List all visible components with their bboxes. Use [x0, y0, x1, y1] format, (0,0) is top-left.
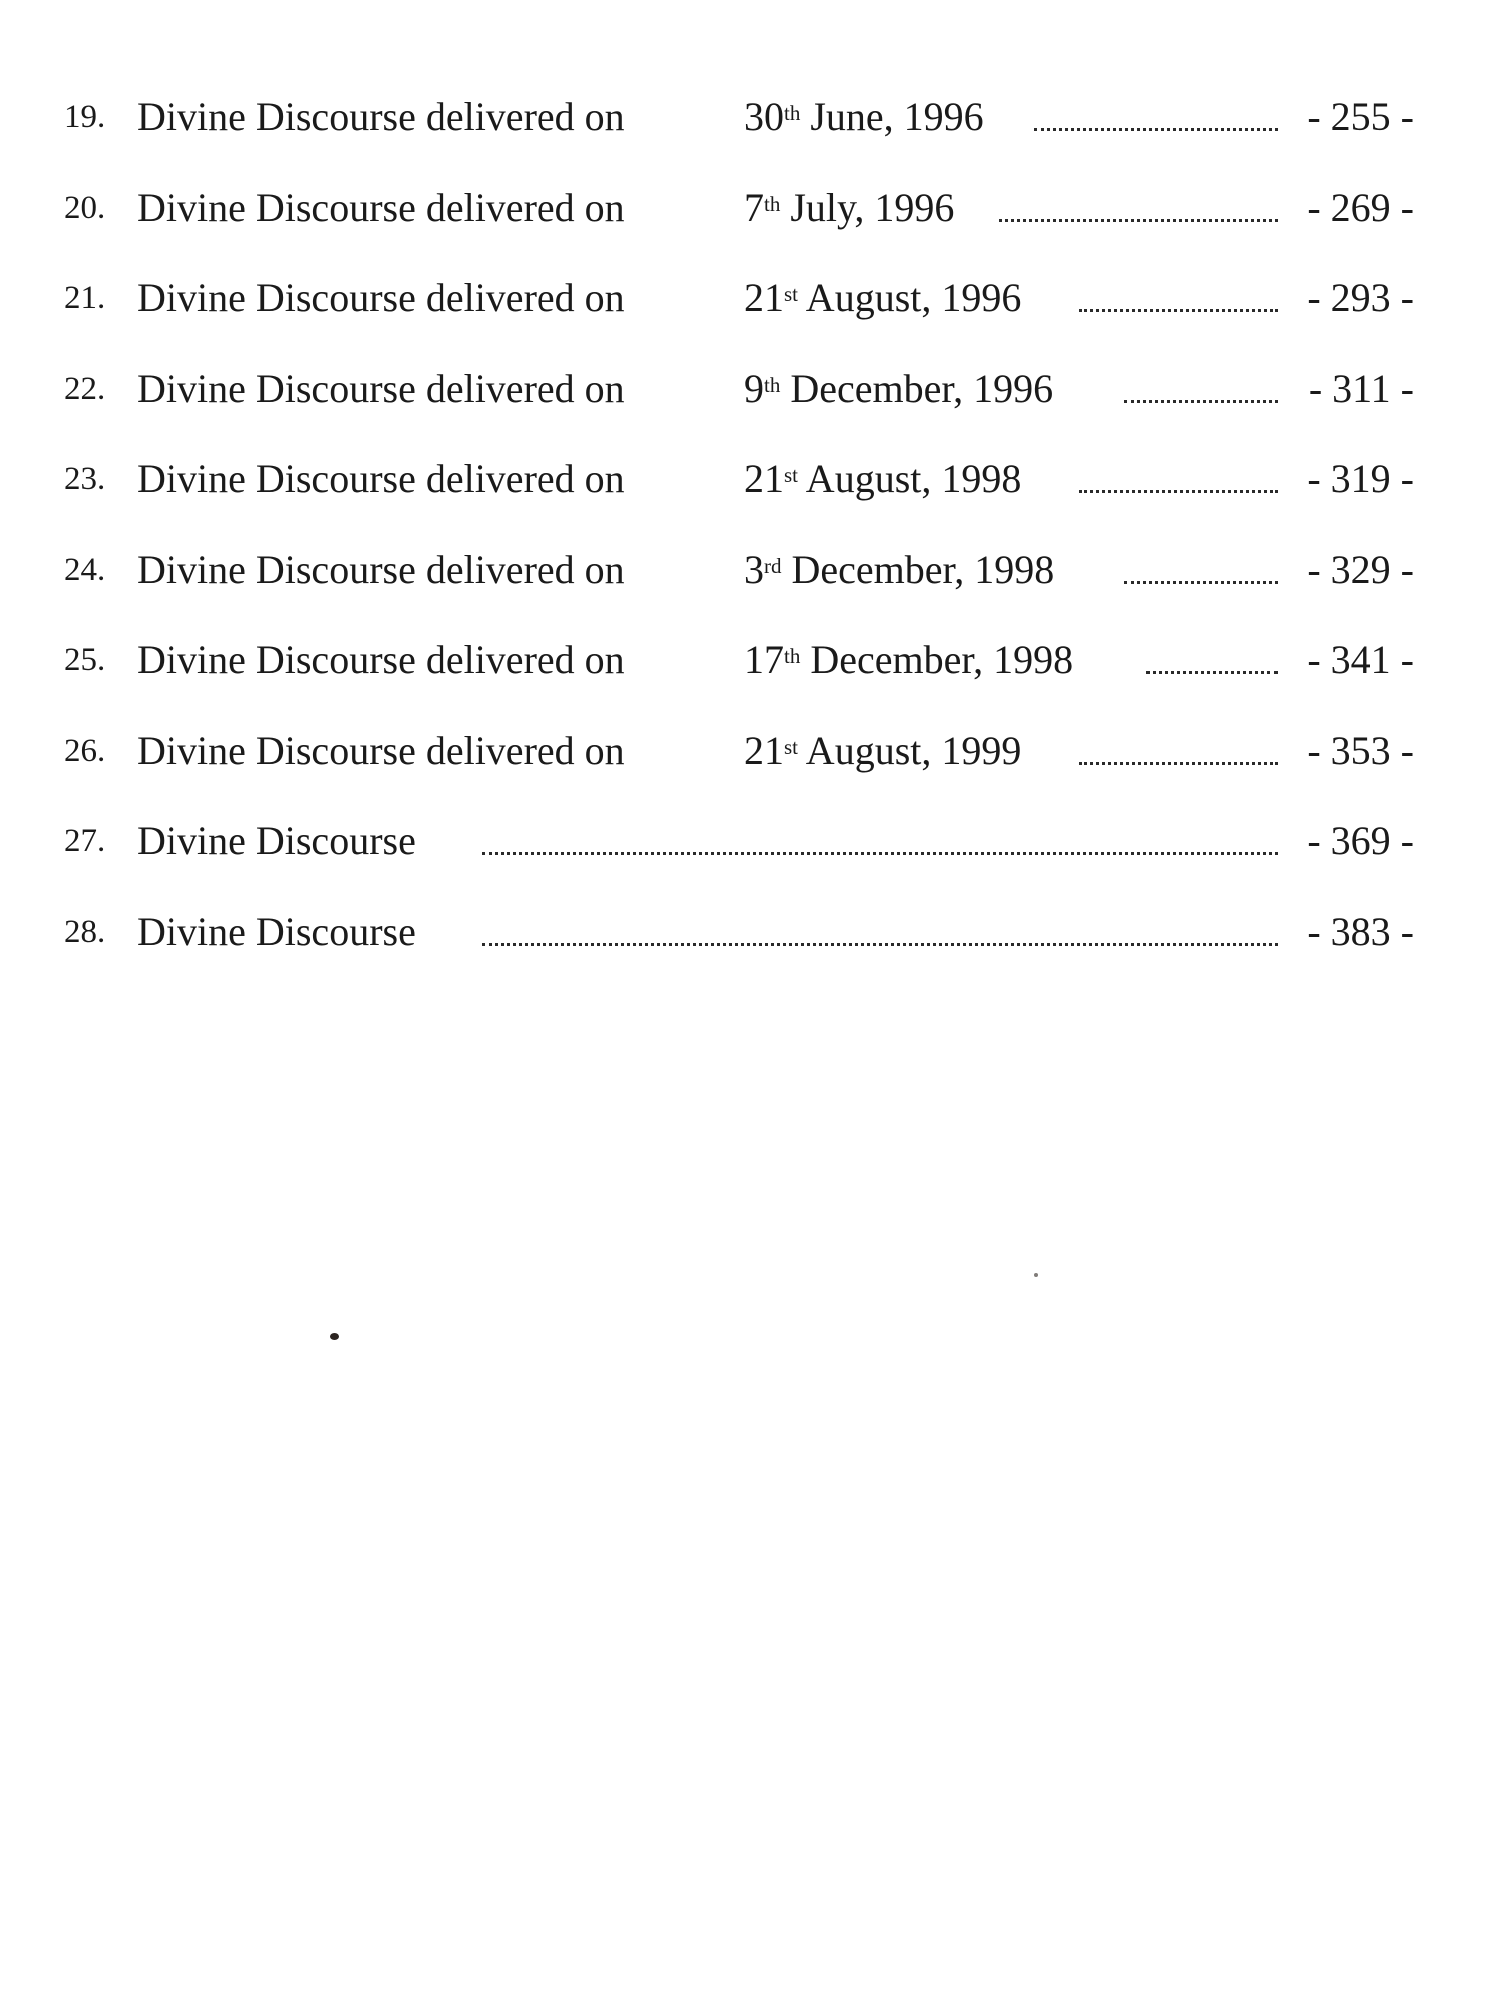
- toc-entry: [64, 816, 1414, 907]
- dot-leader: [999, 215, 1278, 222]
- entry-title: Divine Discourse delivered on: [137, 727, 625, 773]
- entry-page-number: - 293 -: [1307, 275, 1414, 320]
- entry-title: Divine Discourse delivered on: [137, 94, 625, 139]
- toc-entry: [64, 454, 1414, 545]
- dot-leader: [1146, 667, 1278, 674]
- toc-entry: [64, 545, 1414, 636]
- toc-entry: [64, 364, 1414, 455]
- entry-number: 24.: [64, 551, 106, 588]
- entry-number: 22.: [64, 370, 106, 407]
- entry-title: Divine Discourse: [137, 818, 416, 863]
- dot-leader: [1079, 758, 1278, 765]
- table-of-contents: [64, 92, 1414, 997]
- dot-leader: [482, 848, 1278, 855]
- dot-leader: [1124, 577, 1278, 584]
- scan-speck: [1034, 1273, 1038, 1277]
- entry-number: 27.: [64, 823, 106, 859]
- dot-leader: [1034, 124, 1278, 131]
- toc-entry: [64, 907, 1414, 998]
- entry-page-number: - 383 -: [1307, 908, 1414, 954]
- toc-entry: [64, 635, 1414, 726]
- toc-entry: [64, 183, 1414, 274]
- entry-title: Divine Discourse delivered on: [137, 546, 625, 592]
- entry-number: 19.: [64, 99, 106, 135]
- toc-entry: [64, 92, 1414, 183]
- dot-leader: [1124, 396, 1278, 403]
- scan-speck: [330, 1333, 339, 1340]
- entry-date: 21st August, 1996: [744, 275, 1022, 320]
- entry-page-number: - 329 -: [1307, 546, 1414, 592]
- entry-page-number: - 341 -: [1307, 637, 1414, 682]
- entry-page-number: - 269 -: [1307, 184, 1414, 230]
- entry-page-number: - 255 -: [1307, 94, 1414, 139]
- entry-title: Divine Discourse delivered on: [137, 637, 625, 682]
- entry-date: 30th June, 1996: [744, 94, 984, 139]
- entry-date: 9th December, 1996: [744, 365, 1054, 411]
- entry-title: Divine Discourse delivered on: [137, 456, 625, 501]
- entry-number: 28.: [64, 913, 106, 950]
- dot-leader: [1079, 305, 1278, 312]
- entry-date: 7th July, 1996: [744, 184, 955, 230]
- entry-date: 21st August, 1999: [744, 727, 1022, 773]
- toc-entry: [64, 726, 1414, 817]
- entry-date: 3rd December, 1998: [744, 546, 1055, 592]
- entry-date: 17th December, 1998: [744, 637, 1074, 682]
- entry-page-number: - 369 -: [1307, 818, 1414, 863]
- entry-title: Divine Discourse delivered on: [137, 275, 625, 320]
- entry-title: Divine Discourse delivered on: [137, 365, 625, 411]
- entry-page-number: - 353 -: [1307, 727, 1414, 773]
- entry-number: 23.: [64, 461, 106, 497]
- entry-page-number: - 311 -: [1308, 365, 1414, 411]
- entry-number: 25.: [64, 642, 106, 678]
- entry-number: 20.: [64, 189, 106, 226]
- entry-title: Divine Discourse: [137, 908, 416, 954]
- entry-date: 21st August, 1998: [744, 456, 1022, 501]
- entry-page-number: - 319 -: [1307, 456, 1414, 501]
- entry-title: Divine Discourse delivered on: [137, 184, 625, 230]
- dot-leader: [1079, 486, 1278, 493]
- dot-leader: [482, 939, 1278, 946]
- entry-number: 26.: [64, 732, 106, 769]
- toc-entry: [64, 273, 1414, 364]
- entry-number: 21.: [64, 280, 106, 316]
